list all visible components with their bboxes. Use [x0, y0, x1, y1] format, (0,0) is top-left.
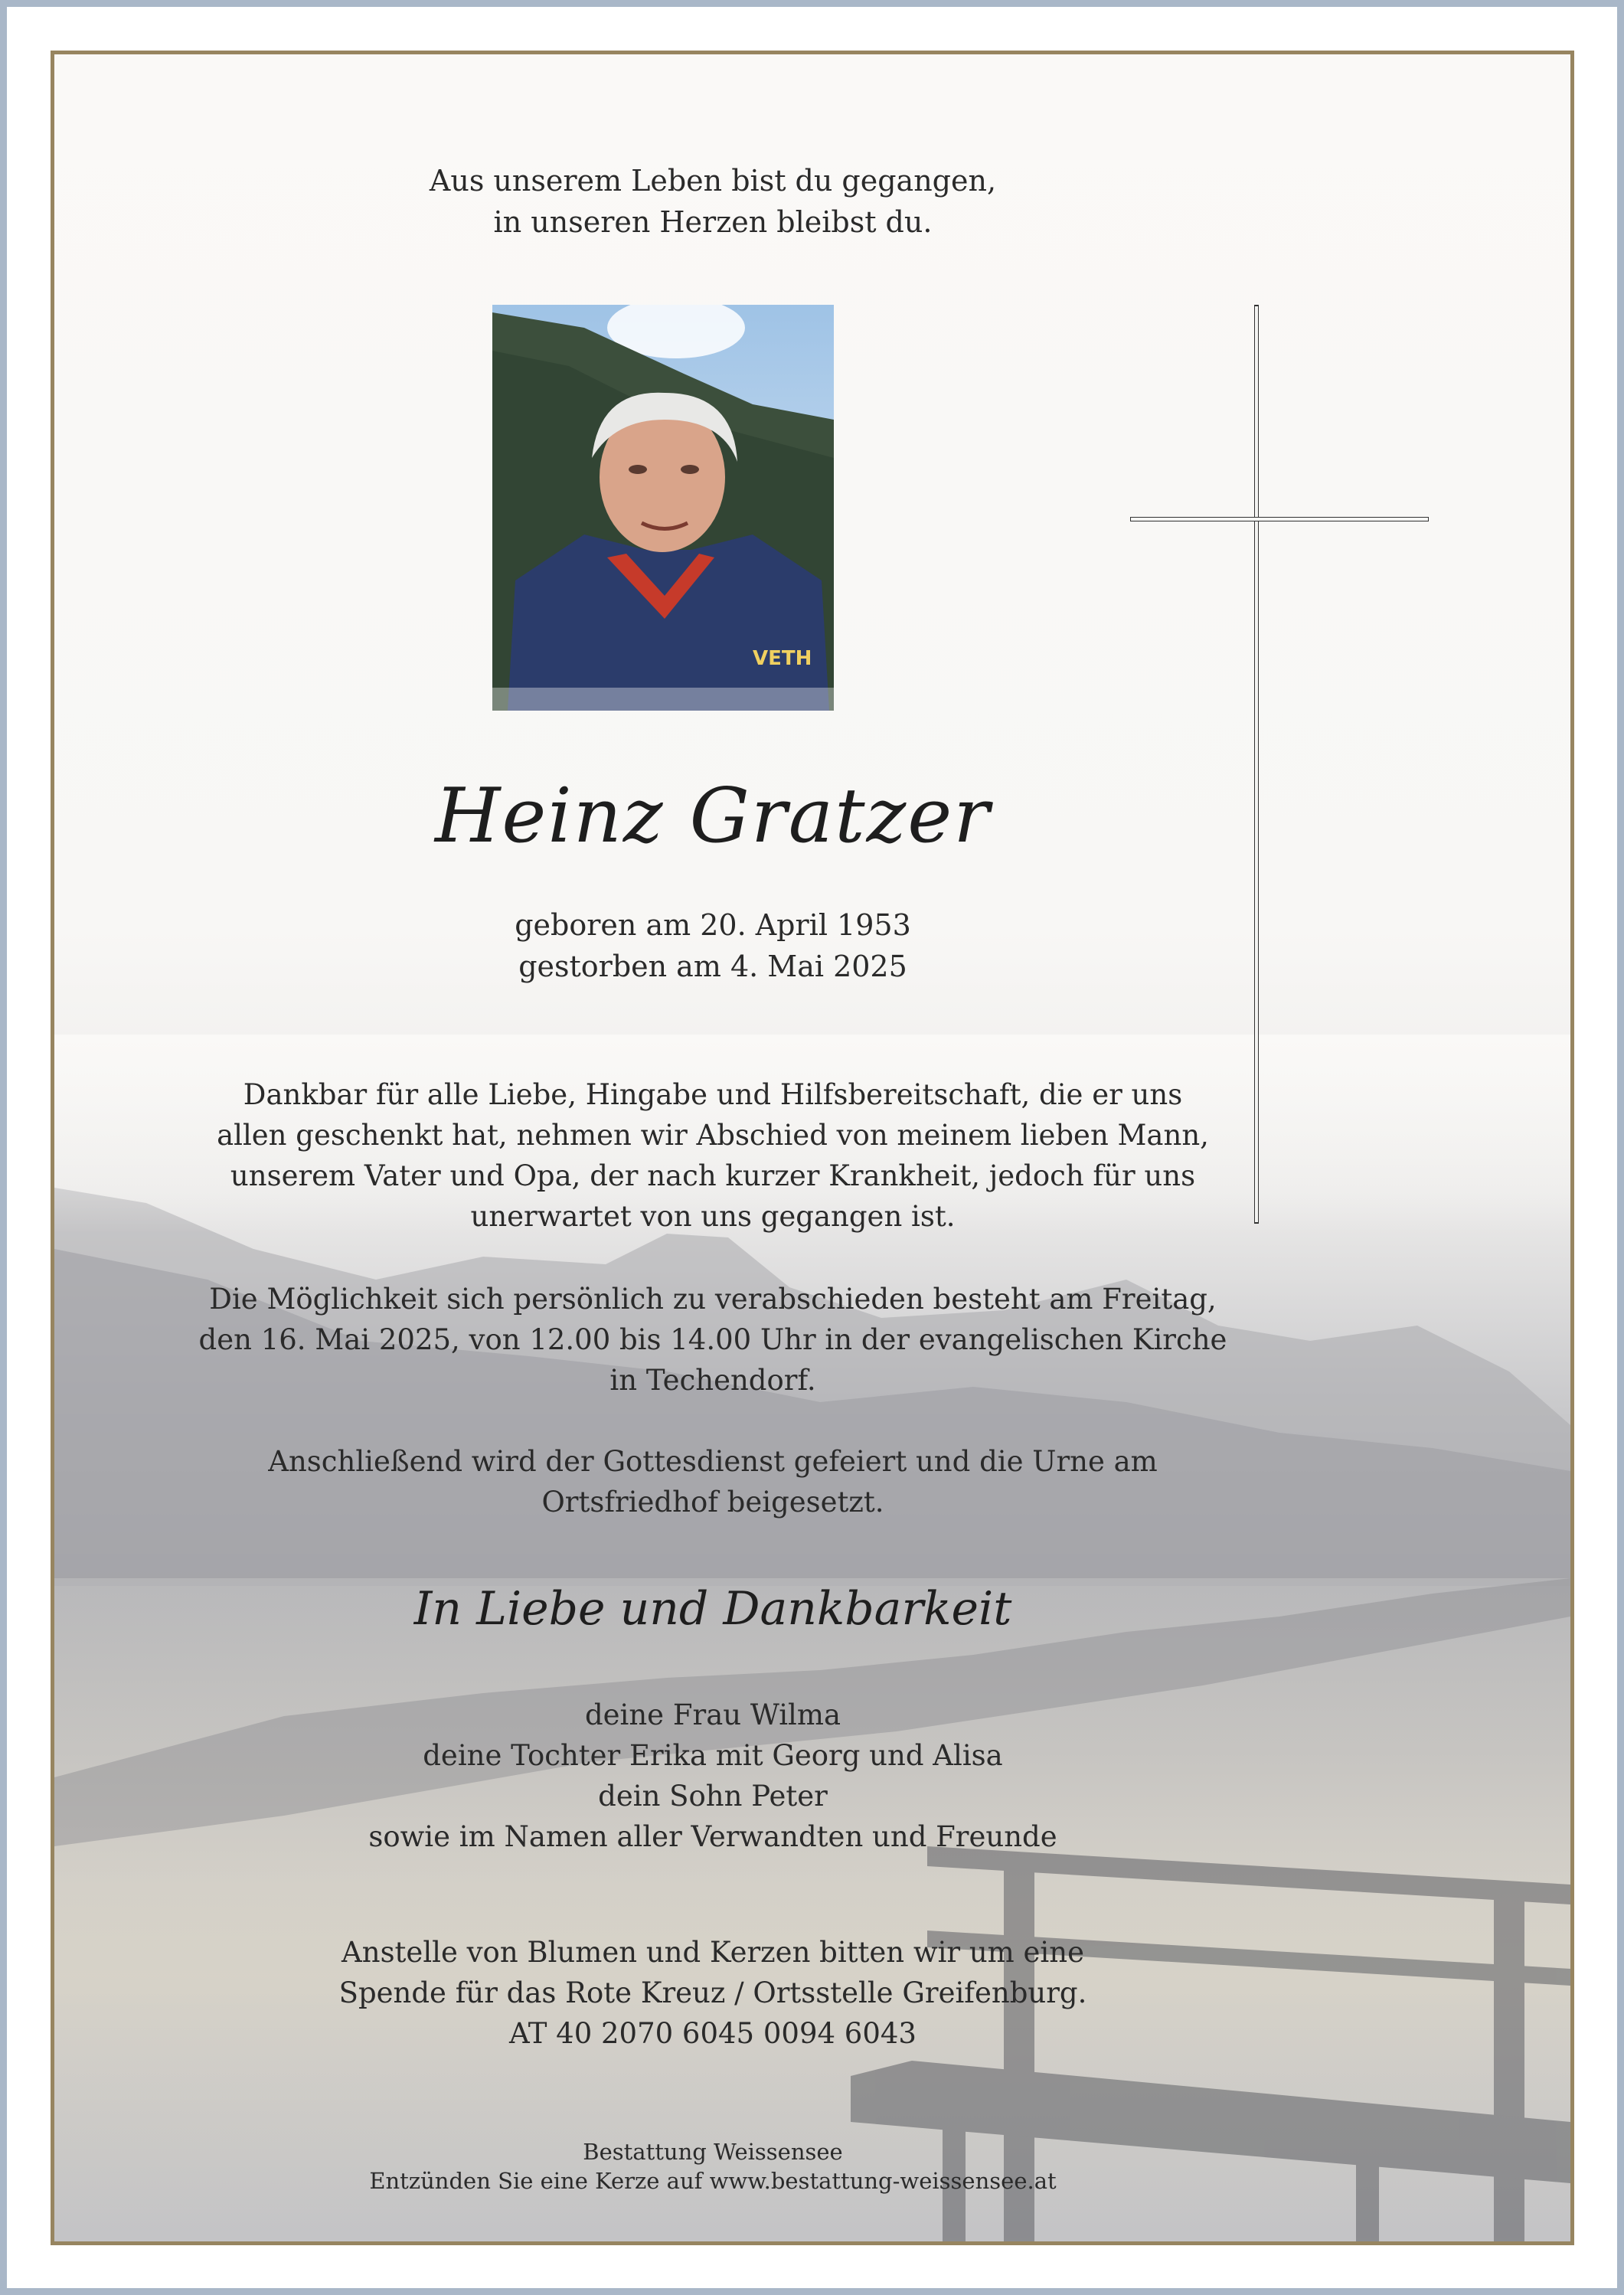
memorial-quote: [54, 160, 1371, 243]
farewell-paragraph: [54, 1279, 1371, 1401]
text-line: Dankbar für alle Liebe, Hingabe und Hilfsbereitschaft, die er uns: [243, 1078, 1183, 1111]
candle-website-note[interactable]: Entzünden Sie eine Kerze auf www.bestattung-weissensee.at: [369, 2168, 1057, 2194]
cross-horizontal-icon: [1130, 517, 1429, 521]
text-line: den 16. Mai 2025, von 12.00 bis 14.00 Uhr in der evangelischen Kirche: [198, 1323, 1227, 1356]
life-dates: [54, 904, 1371, 987]
text-line: Spende für das Rote Kreuz / Ortsstelle Greifenburg.: [338, 1976, 1087, 2009]
text-line: unserem Vater und Opa, der nach kurzer Krankheit, jedoch für uns: [230, 1159, 1196, 1192]
portrait-photo: [492, 305, 834, 711]
family-member: deine Frau Wilma: [584, 1698, 841, 1731]
iban: AT 40 2070 6045 0094 6043: [509, 2017, 917, 2050]
text-line: unerwartet von uns gegangen ist.: [470, 1200, 956, 1233]
family-member: deine Tochter Erika mit Georg und Alisa: [423, 1739, 1003, 1772]
text-line: Die Möglichkeit sich persönlich zu verabschieden besteht am Freitag,: [209, 1283, 1217, 1316]
closing-phrase: In Liebe und Dankbarkeit: [413, 1582, 1012, 1636]
funeral-home-name: Bestattung Weissensee: [583, 2139, 843, 2165]
family-list: [54, 1695, 1371, 1857]
gratitude-paragraph: [54, 1074, 1371, 1237]
text-line: allen geschenkt hat, nehmen wir Abschied von meinem lieben Mann,: [217, 1119, 1209, 1152]
text-line: in Techendorf.: [609, 1364, 816, 1397]
birth-date: geboren am 20. April 1953: [515, 908, 911, 942]
service-paragraph: [54, 1441, 1371, 1522]
family-member: dein Sohn Peter: [598, 1780, 828, 1813]
deceased-name: Heinz Gratzer: [434, 773, 992, 860]
funeral-home-footer: [54, 2137, 1371, 2195]
quote-line: Aus unserem Leben bist du gegangen,: [429, 164, 997, 198]
obituary-card: [51, 51, 1574, 2245]
family-member: sowie im Namen aller Verwandten und Freunde: [368, 1820, 1057, 1853]
quote-line: in unseren Herzen bleibst du.: [493, 205, 933, 239]
donation-request: [54, 1932, 1371, 2054]
text-line: Anschließend wird der Gottesdienst gefeiert und die Urne am: [268, 1445, 1158, 1478]
death-date: gestorben am 4. Mai 2025: [518, 950, 907, 983]
text-line: Ortsfriedhof beigesetzt.: [541, 1486, 884, 1519]
text-line: Anstelle von Blumen und Kerzen bitten wir um eine: [341, 1936, 1084, 1969]
photo-shirt-logo: VETH: [753, 647, 812, 670]
